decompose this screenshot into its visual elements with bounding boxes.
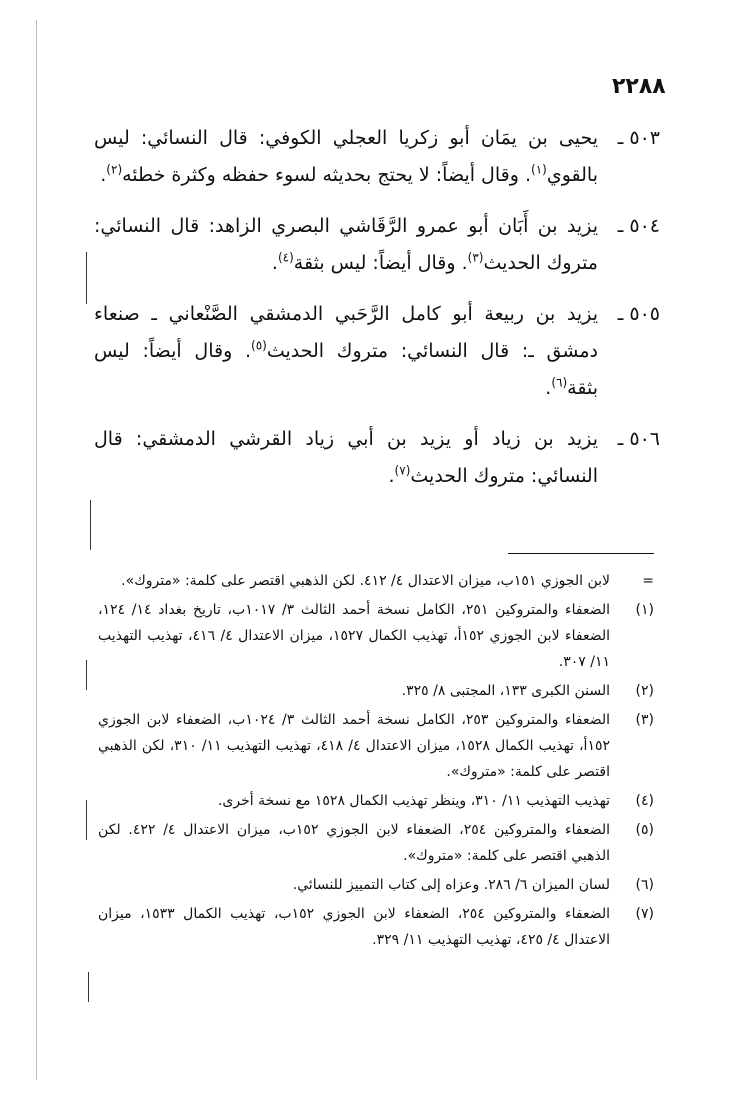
footnotes-list (98, 568, 654, 956)
footnote-text: الضعفاء والمتروكين ٢٥٤، الضعفاء لابن الجوزي ١٥٢ب، تهذيب الكمال ١٥٣٣، ميزان الاعتدال ٤/ ٤٢٥، تهذيب التهذيب ١١/ ٣٢٩. (98, 906, 611, 948)
footnote-number: (٢) (635, 683, 654, 699)
footnote-4 (98, 788, 654, 814)
footnote-ref[interactable]: (٣) (467, 250, 484, 265)
margin-mark (86, 252, 87, 304)
entry-503 (94, 120, 660, 194)
margin-mark (86, 660, 87, 690)
footnote-number: = (642, 573, 654, 589)
entry-text: يحيى بن يمَان أبو زكريا العجلي الكوفي: قال النسائي: ليس بالقوي (94, 127, 598, 186)
footnote-1 (98, 597, 654, 675)
footnote-text: تهذيب التهذيب ١١/ ٣١٠، وينظر تهذيب الكمال ١٥٢٨ مع نسخة أخرى. (217, 793, 610, 809)
footnote-number: (٥) (635, 822, 654, 838)
footnote-5 (98, 817, 654, 869)
footnote-number: (١) (635, 602, 654, 618)
footnote-ref[interactable]: (٧) (394, 463, 411, 478)
footnote-number: (٤) (635, 793, 654, 809)
footnote-text: الضعفاء والمتروكين ٢٥٤، الضعفاء لابن الجوزي ١٥٢ب، ميزان الاعتدال ٤/ ٤٢٢. لكن الذهبي اقتصر على كلمة: «متروك». (98, 822, 611, 864)
footnote-7 (98, 901, 654, 953)
footnote-ref[interactable]: (٤) (277, 250, 294, 265)
footnote-text: لابن الجوزي ١٥١ب، ميزان الاعتدال ٤/ ٤١٢. لكن الذهبي اقتصر على كلمة: «متروك». (121, 573, 610, 589)
footnote-text: لسان الميزان ٦/ ٢٨٦. وعزاه إلى كتاب التمييز للنسائي. (292, 877, 610, 893)
entry-text: يزيد بن زياد أو يزيد بن أبي زياد القرشي الدمشقي: قال النسائي: متروك الحديث (94, 428, 598, 487)
entry-text: . (271, 252, 278, 274)
footnote-continuation (98, 568, 654, 594)
entry-number: ٥٠٦ ـ (617, 428, 660, 450)
footnote-text: الضعفاء والمتروكين ٢٥٣، الكامل نسخة أحمد الثالث ٣/ ١٠٢٤ب، الضعفاء لابن الجوزي ١٥٢أ، تهذيب الكمال ١٥٢٨، ميزان الاعتدال ٤/ ٤١٨، تهذيب التهذيب ١١/ ٣١٠، لكن الذهبي اقتصر على كلمة: «متروك». (98, 712, 610, 780)
entry-number: ٥٠٣ ـ (617, 127, 660, 149)
entry-text: . (388, 465, 395, 487)
entry-number: ٥٠٤ ـ (617, 215, 660, 237)
footnote-number: (٦) (635, 877, 654, 893)
entry-504 (94, 208, 660, 282)
entry-text: . وقال أيضاً: ليس بثقة (94, 340, 598, 399)
page-number: ٢٢٨٨ (612, 74, 666, 99)
entry-text: . (100, 164, 107, 186)
entry-505 (94, 296, 660, 407)
entry-text: يزيد بن ربيعة أبو كامل الرَّحَبي الدمشقي الصَّنْعاني ـ صنعاء دمشق ـ: قال النسائي: متروك الحديث (94, 303, 598, 362)
footnote-separator (508, 553, 654, 554)
entries-list (94, 120, 660, 509)
footnote-number: (٣) (635, 712, 654, 728)
scan-edge-line (36, 20, 37, 1080)
entry-text: يزيد بن أَبَان أبو عمرو الرَّقَاشي البصري الزاهد: قال النسائي: متروك الحديث (94, 215, 598, 274)
margin-mark (90, 500, 91, 550)
entry-text: . (545, 377, 552, 399)
footnote-ref[interactable]: (٢) (106, 162, 123, 177)
footnote-3 (98, 707, 654, 785)
entry-506 (94, 421, 660, 495)
entry-number: ٥٠٥ ـ (617, 303, 660, 325)
entry-text: . وقال أيضاً: لا يحتج بحديثه لسوء حفظه وكثرة خطئه (122, 164, 531, 186)
margin-mark (86, 800, 87, 840)
margin-mark (88, 972, 89, 1002)
footnote-2 (98, 678, 654, 704)
footnote-ref[interactable]: (١) (531, 162, 547, 177)
footnote-text: السنن الكبرى ١٣٣، المجتبى ٨/ ٣٢٥. (401, 683, 610, 699)
footnote-text: الضعفاء والمتروكين ٢٥١، الكامل نسخة أحمد الثالث ٣/ ١٠١٧ب، تاريخ بغداد ١٤/ ١٢٤، الضعفاء لابن الجوزي ١٥٢أ، تهذيب الكمال ١٥٢٧، ميزان الاعتدال ٤/ ٤١٦، تهذيب التهذيب ١١/ ٣٠٧. (98, 602, 611, 670)
footnote-6 (98, 872, 654, 898)
footnote-number: (٧) (635, 906, 654, 922)
footnote-ref[interactable]: (٥) (251, 338, 267, 353)
entry-text: . وقال أيضاً: ليس بثقة (293, 252, 468, 274)
footnote-ref[interactable]: (٦) (551, 375, 568, 390)
